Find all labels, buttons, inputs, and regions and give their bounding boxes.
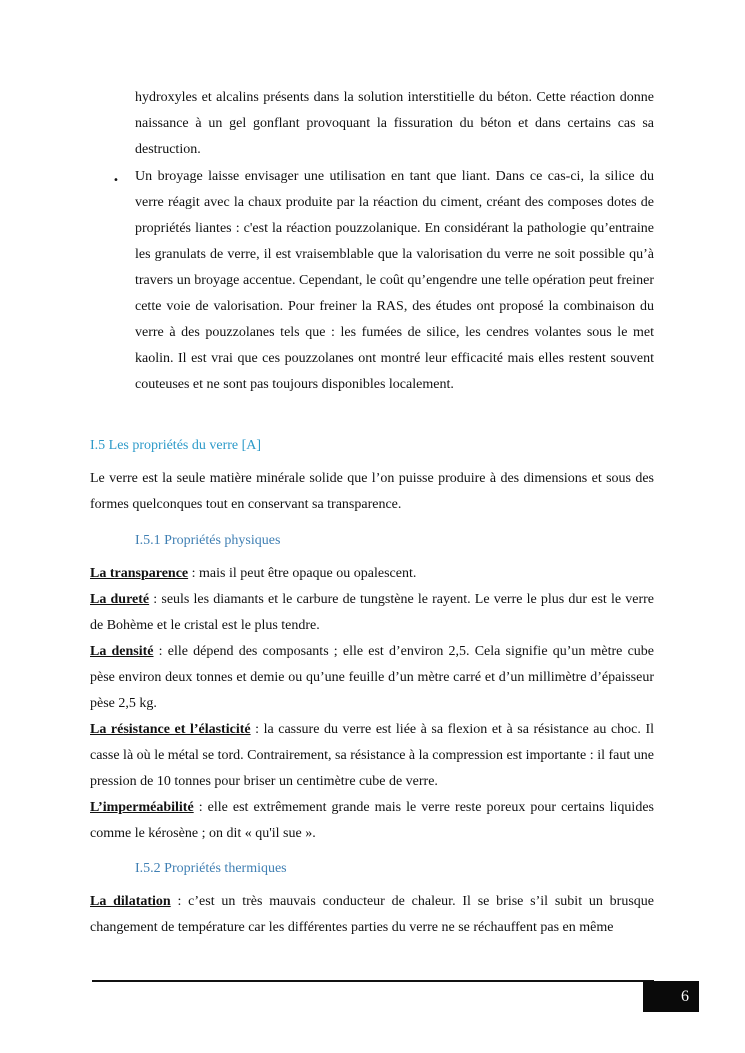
property-text: : c’est un très mauvais conducteur de chaleur. Il se brise s’il subit un brusque changement de température car les différentes parties du verre ne se réchauffent pas en même	[90, 894, 654, 935]
footer-rule	[92, 980, 654, 982]
property-text: : seuls les diamants et le carbure de tungstène le rayent. Le verre le plus dur est le verre de Bohème et le cristal est le plus tendre.	[90, 592, 655, 633]
property-durete	[90, 587, 654, 639]
physical-properties-list	[90, 561, 654, 847]
thermal-properties-heading: I.5.2 Propriétés thermiques	[135, 861, 287, 876]
section-intro: Le verre est la seule matière minérale solide que l’on puisse produire à des dimensions et sous des formes quelconques tout en conservant sa transparence.	[90, 471, 654, 512]
page-number: 6	[643, 981, 699, 1012]
property-impermeabilite	[90, 795, 654, 847]
thermal-properties-list	[90, 889, 654, 941]
property-term: La résistance et l’élasticité	[90, 722, 251, 737]
property-dilatation	[90, 889, 654, 941]
property-text: : elle dépend des composants ; elle est d’environ 2,5. Cela signifie qu’un mètre cube pèse environ deux tonnes et demie ou qu’une feuille d’un mètre carré et d’un millimètre d’épaisseur pèse 2,5 kg.	[90, 644, 654, 711]
physical-properties-heading: I.5.1 Propriétés physiques	[135, 533, 281, 548]
property-transparence	[90, 561, 654, 587]
property-text: : la cassure du verre est liée à sa flexion et à sa résistance au choc. Il casse là où le métal se tord. Contrairement, sa résistance à la compression est importante : il faut une pression de 10 tonnes pour briser un centimètre cube de verre.	[90, 722, 654, 789]
continuation-paragraph: hydroxyles et alcalins présents dans la solution interstitielle du béton. Cette réaction donne naissance à un gel gonflant provoquant la fissuration du béton et dans certains cas sa destruction.	[135, 90, 654, 157]
property-term: La dureté	[90, 592, 150, 607]
property-term: La densité	[90, 644, 154, 659]
property-densite	[90, 639, 654, 717]
property-text: : mais il peut être opaque ou opalescent.	[188, 566, 417, 581]
property-term: L’imperméabilité	[90, 800, 194, 815]
property-text: : elle est extrêmement grande mais le verre reste poreux pour certains liquides comme le kérosène ; on dit « qu'il sue ».	[90, 800, 654, 841]
property-term: La dilatation	[90, 894, 171, 909]
bullet-marker: •	[113, 175, 119, 186]
section-heading: I.5 Les propriétés du verre [A]	[90, 438, 262, 453]
property-resistance	[90, 717, 654, 795]
bullet-paragraph: Un broyage laisse envisager une utilisation en tant que liant. Dans ce cas-ci, la silice du verre réagit avec la chaux produite par la réaction du ciment, créant des composes dotes de propriétés liantes : c'est la réaction pouzzolanique. En considérant la pathologie qu’entraine les granulats de verre, il est vraisemblable que la valorisation du verre ne soit possible qu’à travers un broyage accentue. Cependant, le coût qu’engendre une telle opération peut freiner cette voie de valorisation. Pour freiner la RAS, des études ont proposé la combinaison du verre à des pouzzolanes tels que : les fumées de silice, les cendres volantes sous le met kaolin. Il est vrai que ces pouzzolanes ont montré leur efficacité mais elles restent souvent couteuses et ne sont pas toujours disponibles localement.	[135, 169, 654, 392]
property-term: La transparence	[90, 566, 189, 581]
